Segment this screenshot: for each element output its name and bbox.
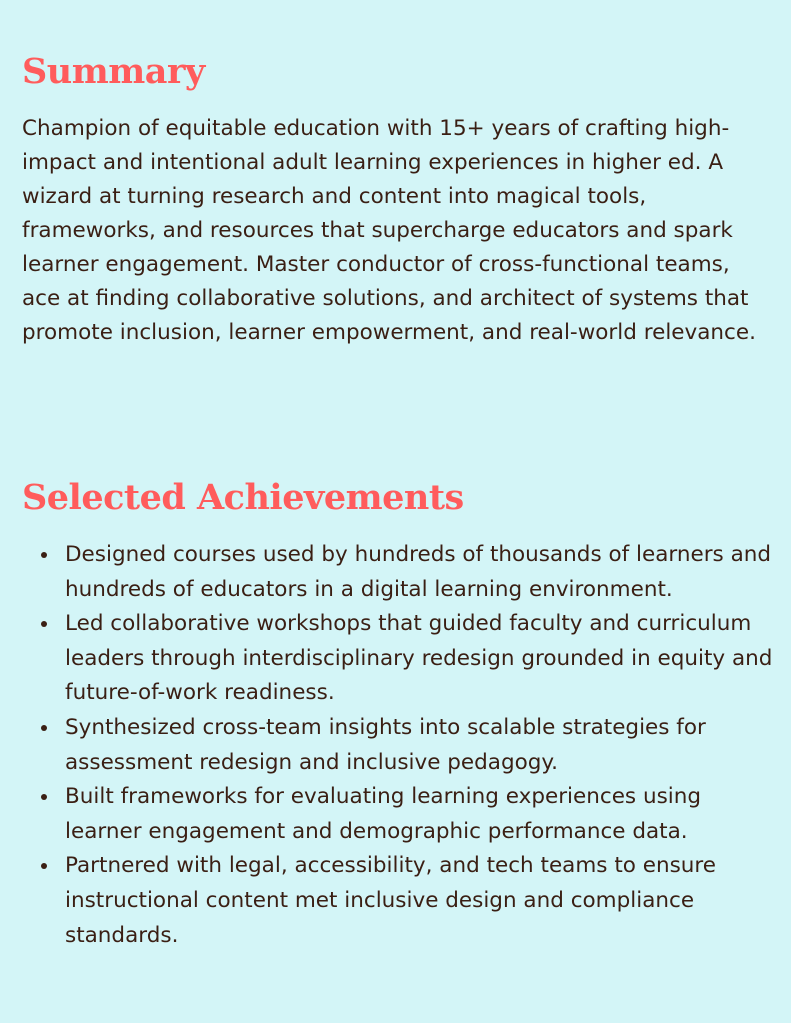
list-item — [22, 711, 774, 780]
bullet-icon — [41, 621, 47, 627]
summary-paragraph: Champion of equitable education with 15+ years of crafting high-impact and intentional adult learning experiences in higher ed. A wizard at turning research and content into magical tools, frameworks, and resources that supercharge educators and spark learner engagement. Master conductor of cross-functional teams, ace at finding collaborative solutions, and architect of systems that promote inclusion, learner empowerment, and real-world relevance. — [22, 116, 756, 345]
bullet-icon — [41, 552, 47, 558]
list-item — [22, 607, 774, 711]
bullet-icon — [41, 863, 47, 869]
achievements-list — [22, 538, 774, 953]
achievements-heading: Selected Achievements — [22, 477, 464, 518]
achievement-text: Synthesized cross-team insights into scalable strategies for assessment redesign and inclusive pedagogy. — [65, 714, 706, 775]
bullet-icon — [41, 725, 47, 731]
achievement-text: Led collaborative workshops that guided faculty and curriculum leaders through interdisciplinary redesign grounded in equity and future-of-work readiness. — [65, 611, 773, 706]
bullet-icon — [41, 794, 47, 800]
list-item — [22, 780, 774, 849]
summary-heading: Summary — [22, 51, 205, 92]
achievement-text: Built frameworks for evaluating learning experiences using learner engagement and demographic performance data. — [65, 784, 702, 844]
achievement-text: Partnered with legal, accessibility, and tech teams to ensure instructional content met inclusive design and compliance standards. — [65, 853, 717, 948]
list-item — [22, 538, 774, 607]
achievement-text: Designed courses used by hundreds of thousands of learners and hundreds of educators in a digital learning environment. — [65, 542, 772, 602]
list-item — [22, 849, 774, 953]
